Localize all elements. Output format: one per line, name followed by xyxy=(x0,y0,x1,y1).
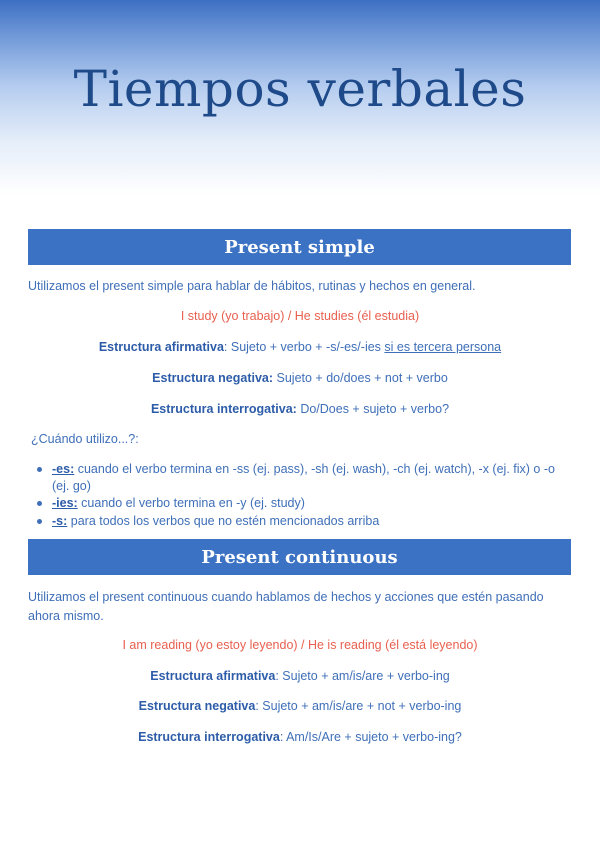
present-continuous-negative xyxy=(0,699,600,713)
affirmative-label: Estructura afirmativa xyxy=(98,340,224,354)
negative-text: : Sujeto + am/is/are + not + verbo-ing xyxy=(255,699,462,713)
affirmative-label: Estructura afirmativa xyxy=(150,669,276,683)
rule-term: -es: xyxy=(52,462,75,476)
present-simple-affirmative xyxy=(0,340,600,354)
affirmative-text: : Sujeto + am/is/are + verbo-ing xyxy=(275,669,450,683)
present-simple-intro: Utilizamos el present simple para hablar de hábitos, rutinas y hechos en general. xyxy=(28,279,476,293)
negative-label: Estructura negativa xyxy=(138,699,256,713)
present-continuous-example: I am reading (yo estoy leyendo) / He is reading (él está leyendo) xyxy=(122,638,478,652)
affirmative-text: : Sujeto + verbo + -s/-es/-ies xyxy=(223,340,385,354)
present-simple-negative xyxy=(0,371,600,385)
page-title: Tiempos verbales xyxy=(73,60,527,118)
negative-text: Sujeto + do/does + not + verbo xyxy=(273,371,448,385)
rule-term: -s: xyxy=(52,513,68,528)
list-item xyxy=(28,495,573,512)
section-heading-present-continuous: Present continuous xyxy=(28,539,571,575)
present-continuous-interrogative xyxy=(0,730,600,744)
list-item xyxy=(28,461,573,494)
interrogative-text: : Am/Is/Are + sujeto + verbo-ing? xyxy=(279,730,462,744)
interrogative-label: Estructura interrogativa: xyxy=(150,402,297,416)
rule-text: para todos los verbos que no estén mencionados arriba xyxy=(67,513,380,528)
affirmative-note: si es tercera persona xyxy=(384,340,502,354)
spelling-rules-list xyxy=(28,461,573,530)
present-simple-interrogative xyxy=(0,402,600,416)
interrogative-text: Do/Does + sujeto + verbo? xyxy=(296,402,450,416)
negative-label: Estructura negativa: xyxy=(152,371,274,385)
when-to-use-question: ¿Cuándo utilizo...?: xyxy=(31,432,139,446)
interrogative-label: Estructura interrogativa xyxy=(138,730,280,744)
rule-term: -ies: xyxy=(52,496,78,510)
present-continuous-intro: Utilizamos el present continuous cuando hablamos de hechos y acciones que estén pasando ahora mismo. xyxy=(28,590,544,623)
present-continuous-affirmative xyxy=(0,669,600,683)
rule-text: cuando el verbo termina en -ss (ej. pass), -sh (ej. wash), -ch (ej. watch), -x (ej. fix) o -o (ej. go) xyxy=(52,462,555,493)
section-heading-present-simple: Present simple xyxy=(28,229,571,265)
rule-text: cuando el verbo termina en -y (ej. study) xyxy=(77,496,305,510)
list-item xyxy=(28,513,573,530)
present-simple-example: I study (yo trabajo) / He studies (él estudia) xyxy=(180,309,420,323)
